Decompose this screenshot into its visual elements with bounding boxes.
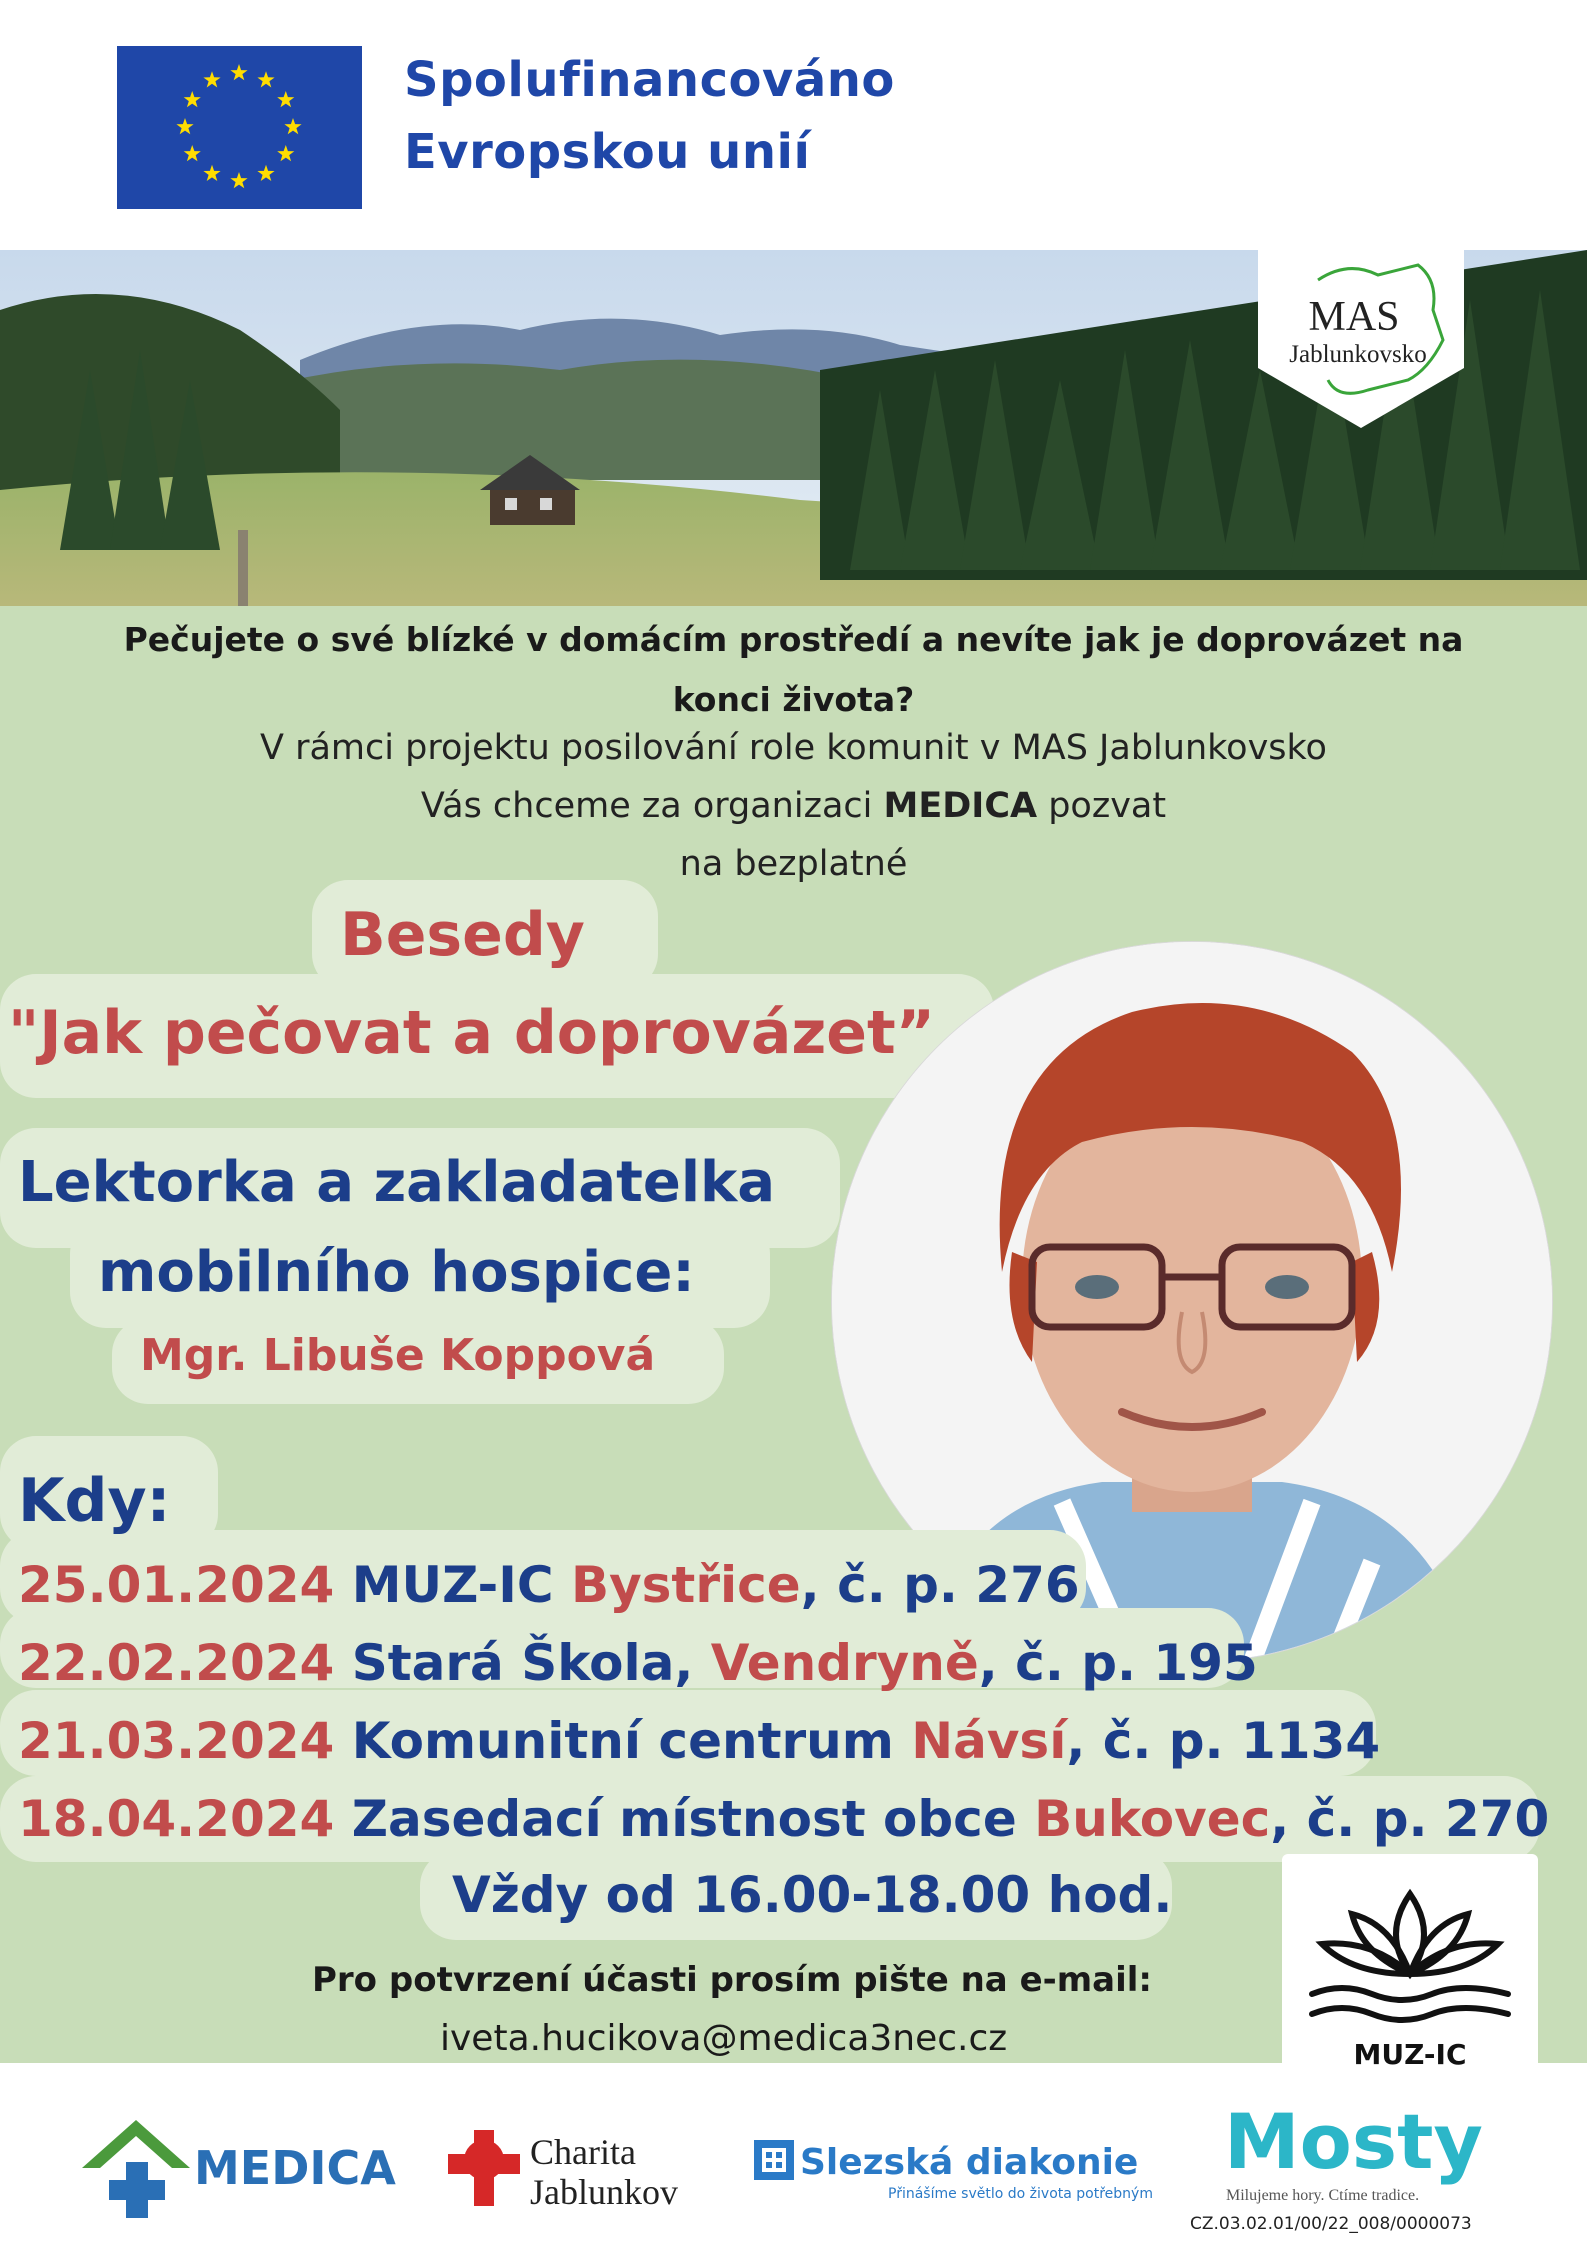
- charita-line2: Jablunkov: [530, 2172, 678, 2212]
- schedule-town: Bukovec: [1034, 1790, 1271, 1848]
- muz-ic-logo-text: MUZ-IC: [1353, 2038, 1467, 2071]
- medica-logo: [72, 2112, 412, 2222]
- lecturer-title-line1: Lektorka a zakladatelka: [18, 1150, 776, 1215]
- schedule-heading: Kdy:: [18, 1466, 171, 1536]
- medica-logo-text: MEDICA: [194, 2141, 396, 2195]
- schedule-address: , č. p. 270: [1270, 1790, 1550, 1848]
- schedule-date: 22.02.2024: [18, 1634, 335, 1692]
- charita-line1: Charita: [530, 2132, 636, 2172]
- intro-invite-org: MEDICA: [883, 786, 1038, 826]
- schedule-row: [18, 1790, 1549, 1848]
- contact-email[interactable]: iveta.hucikova@medica3nec.cz: [440, 2018, 1008, 2059]
- mas-jablunkovsko-logo: [1258, 250, 1464, 428]
- mosty-text: Mosty: [1224, 2097, 1483, 2186]
- eu-cofinanced-line2: Evropskou unií: [404, 124, 811, 180]
- intro-invite-post: pozvat: [1037, 786, 1167, 826]
- eu-flag-logo: [117, 46, 362, 209]
- lecturer-title-line2: mobilního hospice:: [98, 1240, 695, 1305]
- schedule-time: Vždy od 16.00-18.00 hod.: [452, 1866, 1173, 1924]
- mosty-logo: [1222, 2096, 1522, 2208]
- schedule-date: 25.01.2024: [18, 1556, 335, 1614]
- schedule-town: Návsí: [911, 1712, 1067, 1770]
- schedule-venue: MUZ-IC: [351, 1556, 554, 1614]
- intro-invite-line: [0, 786, 1587, 826]
- mas-logo-line1: MAS: [1308, 294, 1400, 340]
- project-code: CZ.03.02.01/00/22_008/0000073: [1190, 2214, 1472, 2234]
- mas-logo-line2: Jablunkovsko: [1289, 341, 1427, 368]
- intro-question-line1: Pečujete o své blízké v domácím prostředí a nevíte jak je doprovázet na: [123, 620, 1464, 659]
- schedule-venue: Komunitní centrum: [351, 1712, 894, 1770]
- schedule-row: [18, 1712, 1380, 1770]
- charita-jablunkov-logo: [448, 2112, 708, 2222]
- schedule-date: 18.04.2024: [18, 1790, 335, 1848]
- muz-ic-logo: [1282, 1854, 1538, 2092]
- intro-free-line: na bezplatné: [679, 844, 908, 884]
- schedule-town: Vendryně: [710, 1634, 979, 1692]
- slezska-diakonie-logo: [752, 2130, 1172, 2210]
- schedule-row: [18, 1556, 1080, 1614]
- event-title-line1: Besedy: [340, 900, 585, 970]
- slezska-text: Slezská diakonie: [800, 2142, 1139, 2183]
- eu-cofinanced-line1: Spolufinancováno: [404, 52, 895, 108]
- house-roof-icon: [82, 2120, 190, 2168]
- schedule-town: Bystřice: [570, 1556, 801, 1614]
- schedule-date: 21.03.2024: [18, 1712, 335, 1770]
- eu-flag-icon: [117, 46, 362, 209]
- lecturer-name: Mgr. Libuše Koppová: [140, 1330, 656, 1381]
- mosty-tagline: Milujeme hory. Ctíme tradice.: [1226, 2187, 1420, 2204]
- intro-invite-pre: Vás chceme za organizaci: [420, 786, 884, 826]
- schedule-row: [18, 1634, 1258, 1692]
- event-title-line2: "Jak pečovat a doprovázet”: [8, 998, 936, 1068]
- schedule-venue: Stará Škola,: [351, 1634, 711, 1692]
- schedule-address: , č. p. 1134: [1066, 1712, 1381, 1770]
- intro-question-line2: konci života?: [672, 680, 915, 719]
- schedule-venue: Zasedací místnost obce: [351, 1790, 1017, 1848]
- intro-project-line: V rámci projektu posilování role komunit v MAS Jablunkovsko: [260, 728, 1327, 768]
- charita-cross-icon: [448, 2130, 520, 2206]
- schedule-address: , č. p. 195: [978, 1634, 1258, 1692]
- contact-label: Pro potvrzení účasti prosím pište na e-mail:: [312, 1960, 1153, 2000]
- slezska-tagline: Přinášíme světlo do života potřebným: [888, 2186, 1153, 2202]
- schedule-address: , č. p. 276: [800, 1556, 1080, 1614]
